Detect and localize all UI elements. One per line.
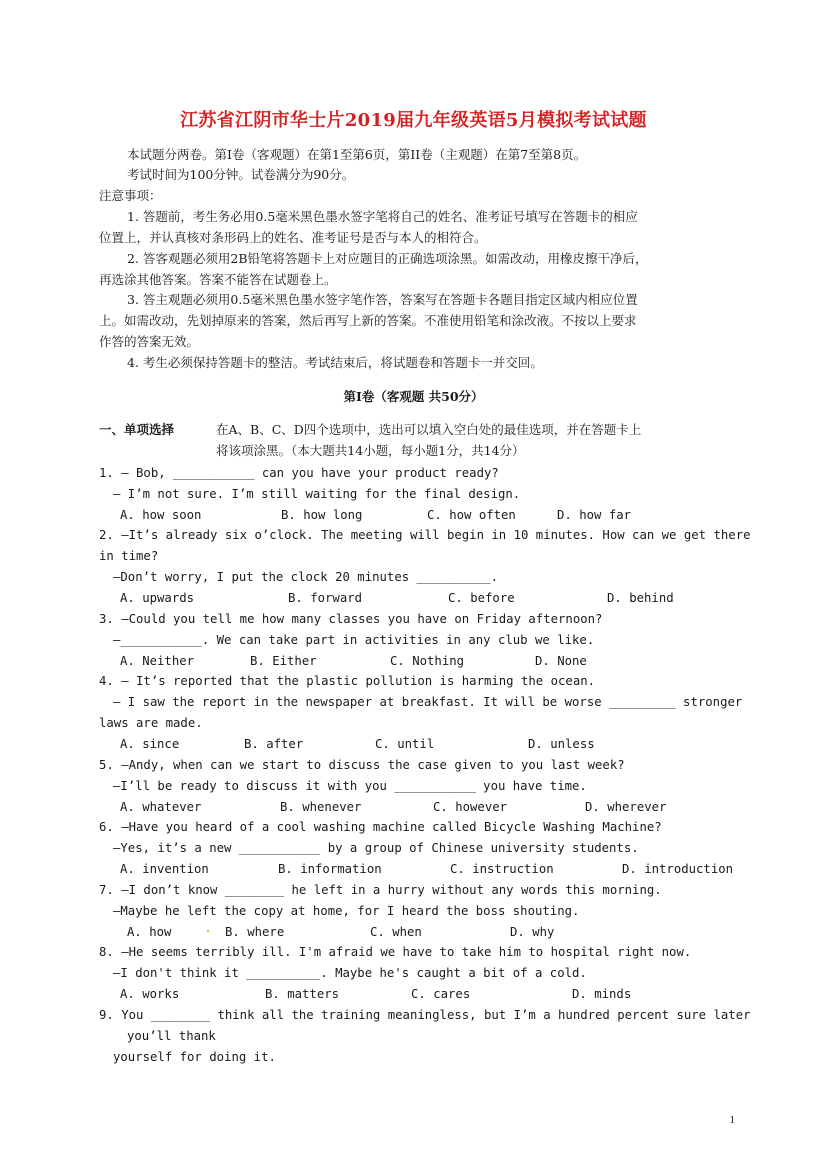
- option-c: C. before: [448, 591, 515, 605]
- option-c: C. until: [375, 737, 435, 751]
- question-stem: 3. —Could you tell me how many classes you have on Friday afternoon?: [99, 612, 603, 626]
- option-b: B. information: [278, 862, 382, 876]
- part-instruction: 在A、B、C、D四个选项中，选出可以填入空白处的最佳选项，并在答题卡上: [216, 422, 642, 437]
- part-instruction: 将该项涂黑。（本大题共14小题，每小题1分，共14分）: [216, 443, 525, 458]
- question-line: —___________. We can take part in activities in any club we like.: [113, 633, 595, 647]
- option-d: D. minds: [572, 987, 632, 1001]
- option-c: C. however: [433, 800, 508, 814]
- question-stem: 8. —He seems terribly ill. I'm afraid we have to take him to hospital right now.: [99, 945, 692, 959]
- option-b: B. whenever: [280, 800, 362, 814]
- notice-line: 作答的答案无效。: [99, 334, 200, 349]
- option-b: B. after: [244, 737, 304, 751]
- option-a: A. Neither: [120, 654, 195, 668]
- option-c: C. how often: [427, 508, 516, 522]
- document-title: 江苏省江阴市华士片2019届九年级英语5月模拟考试试题: [180, 110, 647, 131]
- option-d: D. unless: [528, 737, 595, 751]
- notice-line: 上。如需改动，先划掉原来的答案，然后再写上新的答案。不准使用铅笔和涂改液。不按以上要求: [99, 313, 637, 328]
- question-line: —Yes, it’s a new ___________ by a group of Chinese university students.: [113, 841, 639, 855]
- question-line: —Maybe he left the copy at home, for I heard the boss shouting.: [113, 904, 580, 918]
- option-a: A. since: [120, 737, 180, 751]
- option-b: B. where: [225, 925, 285, 939]
- question-line: —I’ll be ready to discuss it with you ___________ you have time.: [113, 779, 587, 793]
- section-title: 第Ⅰ卷（客观题 共50分）: [343, 389, 484, 404]
- question-line: in time?: [99, 549, 159, 563]
- option-d: D. how far: [557, 508, 632, 522]
- question-line: yourself for doing it.: [113, 1050, 276, 1064]
- question-stem: 5. —Andy, when can we start to discuss the case given to you last week?: [99, 758, 625, 772]
- question-line: laws are made.: [99, 716, 203, 730]
- question-line: you’ll thank: [127, 1029, 216, 1043]
- notice-line: 1. 答题前，考生务必用0.5毫米黑色墨水签字笔将自己的姓名、准考证号填写在答题卡的相应: [127, 209, 638, 224]
- question-line: —I don't think it __________. Maybe he's caught a bit of a cold.: [113, 966, 587, 980]
- option-a: A. upwards: [120, 591, 195, 605]
- notice-line: 位置上，并认真核对条形码上的姓名、准考证号是否与本人的相符合。: [99, 230, 487, 245]
- option-b: B. forward: [288, 591, 363, 605]
- notice-line: 3. 答主观题必须用0.5毫米黑色墨水签字笔作答，答案写在答题卡各题目指定区域内相应位置: [127, 292, 638, 307]
- part-heading: 一、单项选择: [99, 422, 175, 437]
- question-line: — I’m not sure. I’m still waiting for the final design.: [113, 487, 521, 501]
- question-stem: 7. —I don’t know ________ he left in a hurry without any words this morning.: [99, 883, 662, 897]
- option-c: C. instruction: [450, 862, 554, 876]
- option-a: A. whatever: [120, 800, 202, 814]
- stray-mark: [207, 930, 209, 932]
- question-line: — I saw the report in the newspaper at breakfast. It will be worse _________ stronger: [113, 695, 743, 709]
- option-a: A. how soon: [120, 508, 202, 522]
- option-d: D. introduction: [622, 862, 734, 876]
- notice-heading: 注意事项：: [99, 188, 162, 203]
- question-line: —Don’t worry, I put the clock 20 minutes __________.: [113, 570, 498, 584]
- notice-line: 2. 答客观题必须用2B铅笔将答题卡上对应题目的正确选项涂黑。如需改动，用橡皮擦干净后，: [127, 251, 648, 266]
- notice-line: 4. 考生必须保持答题卡的整洁。考试结束后，将试题卷和答题卡一并交回。: [127, 355, 543, 370]
- option-a: A. works: [120, 987, 180, 1001]
- question-stem: 9. You ________ think all the training meaningless, but I’m a hundred percent sure later: [99, 1008, 751, 1022]
- option-c: C. cares: [411, 987, 471, 1001]
- option-d: D. None: [535, 654, 587, 668]
- question-stem: 6. —Have you heard of a cool washing machine called Bicycle Washing Machine?: [99, 820, 662, 834]
- option-a: A. invention: [120, 862, 209, 876]
- option-c: C. when: [370, 925, 422, 939]
- question-stem: 2. —It’s already six o’clock. The meeting will begin in 10 minutes. How can we get there: [99, 528, 751, 542]
- option-c: C. Nothing: [390, 654, 465, 668]
- question-stem: 1. — Bob, ___________ can you have your product ready?: [99, 466, 499, 480]
- option-d: D. behind: [607, 591, 674, 605]
- option-b: B. Either: [250, 654, 317, 668]
- intro-line-1: 本试题分两卷。第Ⅰ卷（客观题）在第1至第6页，第II卷（主观题）在第7至第8页。: [127, 147, 587, 162]
- notice-line: 再选涂其他答案。答案不能答在试题卷上。: [99, 272, 337, 287]
- option-d: D. wherever: [585, 800, 667, 814]
- option-b: B. matters: [265, 987, 340, 1001]
- page-number: 1: [729, 1114, 735, 1126]
- option-d: D. why: [510, 925, 555, 939]
- intro-line-2: 考试时间为100分钟。试卷满分为90分。: [127, 167, 355, 182]
- question-stem: 4. — It’s reported that the plastic pollution is harming the ocean.: [99, 674, 596, 688]
- option-a: A. how: [127, 925, 172, 939]
- option-b: B. how long: [281, 508, 363, 522]
